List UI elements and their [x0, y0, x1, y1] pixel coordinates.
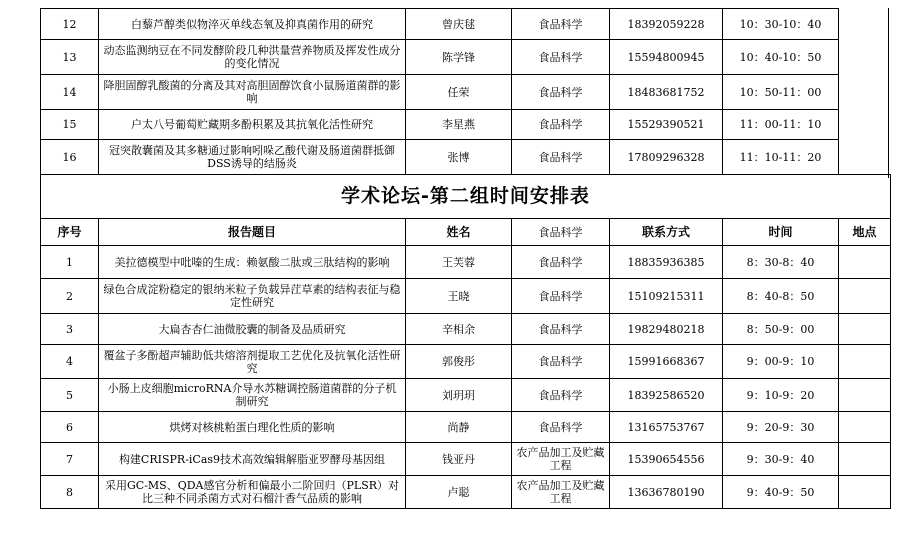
table-row: [41, 443, 891, 476]
cell-time: 8：30-8：40: [723, 246, 839, 279]
cell-name: 陈学锋: [406, 40, 512, 75]
cell-name: 李星燕: [406, 110, 512, 140]
table-row: [41, 40, 891, 75]
cell-dept: 食品科学: [512, 40, 610, 75]
group-one-rows: [41, 9, 891, 175]
cell-name: 张博: [406, 140, 512, 175]
cell-name: 王晓: [406, 279, 512, 314]
header-name: 姓名: [406, 219, 512, 246]
cell-dept: 食品科学: [512, 9, 610, 40]
table-row: [41, 314, 891, 345]
section-title-row: [41, 175, 891, 219]
header-row: [41, 219, 891, 246]
cell-dept: 食品科学: [512, 345, 610, 379]
cell-phone: 18483681752: [610, 75, 723, 110]
header-phone: 联系方式: [610, 219, 723, 246]
cell-no: 8: [41, 476, 99, 509]
cell-place: [839, 412, 891, 443]
cell-place: [839, 279, 891, 314]
cell-place: [839, 476, 891, 509]
cell-title: 户太八号葡萄贮藏期多酚积累及其抗氧化活性研究: [99, 110, 406, 140]
cell-name: 任荣: [406, 75, 512, 110]
cell-name: 卢聪: [406, 476, 512, 509]
table-row: [41, 345, 891, 379]
cell-phone: 18392586520: [610, 379, 723, 412]
header-time: 时间: [723, 219, 839, 246]
cell-name: 钱亚丹: [406, 443, 512, 476]
cell-no: 12: [41, 9, 99, 40]
cell-phone: 13165753767: [610, 412, 723, 443]
cell-place: [839, 345, 891, 379]
cell-time: 9：10-9：20: [723, 379, 839, 412]
cell-dept: 食品科学: [512, 75, 610, 110]
cell-title: 绿色合成淀粉稳定的银纳米粒子负载异茳草素的结构表征与稳定性研究: [99, 279, 406, 314]
cell-phone: 19829480218: [610, 314, 723, 345]
cell-time: 8：40-8：50: [723, 279, 839, 314]
cell-name: 曾庆毬: [406, 9, 512, 40]
cell-title: 白藜芦醇类似物淬灭单线态氧及抑真菌作用的研究: [99, 9, 406, 40]
cell-time: 9：00-9：10: [723, 345, 839, 379]
cell-dept: 食品科学: [512, 379, 610, 412]
cell-title: 动态监测纳豆在不同发酵阶段几种洪量营养物质及挥发性成分的变化情况: [99, 40, 406, 75]
cell-phone: 13636780190: [610, 476, 723, 509]
table-row: [41, 246, 891, 279]
cell-dept: 食品科学: [512, 110, 610, 140]
cell-place: [839, 140, 891, 175]
cell-dept: 食品科学: [512, 314, 610, 345]
cell-time: 10：40-10：50: [723, 40, 839, 75]
cell-no: 5: [41, 379, 99, 412]
cell-time: 9：30-9：40: [723, 443, 839, 476]
table-row: [41, 379, 891, 412]
cell-place: [839, 443, 891, 476]
cell-title: 大扁杏杏仁油微胶囊的制备及品质研究: [99, 314, 406, 345]
cell-time: 10：30-10：40: [723, 9, 839, 40]
cell-place: [839, 314, 891, 345]
cell-title: 覆盆子多酚超声辅助低共熔溶剂提取工艺优化及抗氧化活性研究: [99, 345, 406, 379]
cell-phone: 15991668367: [610, 345, 723, 379]
page-edge-line: [888, 8, 889, 178]
cell-title: 降胆固醇乳酸菌的分离及其对高胆固醇饮食小鼠肠道菌群的影响: [99, 75, 406, 110]
cell-place: [839, 246, 891, 279]
cell-phone: 15594800945: [610, 40, 723, 75]
cell-place: [839, 75, 891, 110]
table-row: [41, 412, 891, 443]
cell-name: 辛相余: [406, 314, 512, 345]
cell-phone: 17809296328: [610, 140, 723, 175]
cell-no: 14: [41, 75, 99, 110]
cell-title: 烘烤对核桃粕蛋白理化性质的影响: [99, 412, 406, 443]
cell-no: 4: [41, 345, 99, 379]
cell-dept: 食品科学: [512, 412, 610, 443]
group-two-rows: [41, 246, 891, 509]
table-row: [41, 110, 891, 140]
table-row: [41, 75, 891, 110]
table-row: [41, 476, 891, 509]
cell-name: 王芙蓉: [406, 246, 512, 279]
cell-phone: 18392059228: [610, 9, 723, 40]
cell-name: 尚静: [406, 412, 512, 443]
header-no: 序号: [41, 219, 99, 246]
cell-title: 构建CRISPR-iCas9技术高效编辑解脂亚罗酵母基因组: [99, 443, 406, 476]
cell-title: 冠突散囊菌及其多糖通过影响吲哚乙酸代谢及肠道菌群抵御DSS诱导的结肠炎: [99, 140, 406, 175]
cell-place: [839, 379, 891, 412]
cell-no: 2: [41, 279, 99, 314]
cell-title: 小肠上皮细胞microRNA介导水苏糖调控肠道菌群的分子机制研究: [99, 379, 406, 412]
cell-dept: 农产品加工及贮藏工程: [512, 443, 610, 476]
cell-no: 7: [41, 443, 99, 476]
header-dept: 食品科学: [512, 219, 610, 246]
cell-time: 9：20-9：30: [723, 412, 839, 443]
cell-phone: 15390654556: [610, 443, 723, 476]
cell-dept: 农产品加工及贮藏工程: [512, 476, 610, 509]
table-row: [41, 9, 891, 40]
cell-dept: 食品科学: [512, 279, 610, 314]
cell-name: 郭俊彤: [406, 345, 512, 379]
cell-phone: 15529390521: [610, 110, 723, 140]
cell-time: 11：00-11：10: [723, 110, 839, 140]
cell-no: 15: [41, 110, 99, 140]
cell-time: 9：40-9：50: [723, 476, 839, 509]
cell-no: 6: [41, 412, 99, 443]
cell-place: [839, 110, 891, 140]
cell-no: 16: [41, 140, 99, 175]
schedule-table: [40, 8, 891, 509]
cell-title: 采用GC-MS、QDA感官分析和偏最小二阶回归（PLSR）对比三种不同杀菌方式对石榴汁香气品质的影响: [99, 476, 406, 509]
cell-time: 8：50-9：00: [723, 314, 839, 345]
cell-phone: 15109215311: [610, 279, 723, 314]
cell-phone: 18835936385: [610, 246, 723, 279]
cell-time: 11：10-11：20: [723, 140, 839, 175]
cell-no: 1: [41, 246, 99, 279]
table-row: [41, 279, 891, 314]
cell-name: 刘玥玥: [406, 379, 512, 412]
section-title: 学术论坛-第二组时间安排表: [41, 175, 891, 219]
header-title: 报告题目: [99, 219, 406, 246]
cell-no: 3: [41, 314, 99, 345]
cell-no: 13: [41, 40, 99, 75]
cell-place: [839, 9, 891, 40]
header-place: 地点: [839, 219, 891, 246]
cell-dept: 食品科学: [512, 140, 610, 175]
cell-dept: 食品科学: [512, 246, 610, 279]
cell-time: 10：50-11：00: [723, 75, 839, 110]
cell-title: 美拉德模型中吡嗪的生成：赖氨酸二肽或三肽结构的影响: [99, 246, 406, 279]
table-row: [41, 140, 891, 175]
cell-place: [839, 40, 891, 75]
